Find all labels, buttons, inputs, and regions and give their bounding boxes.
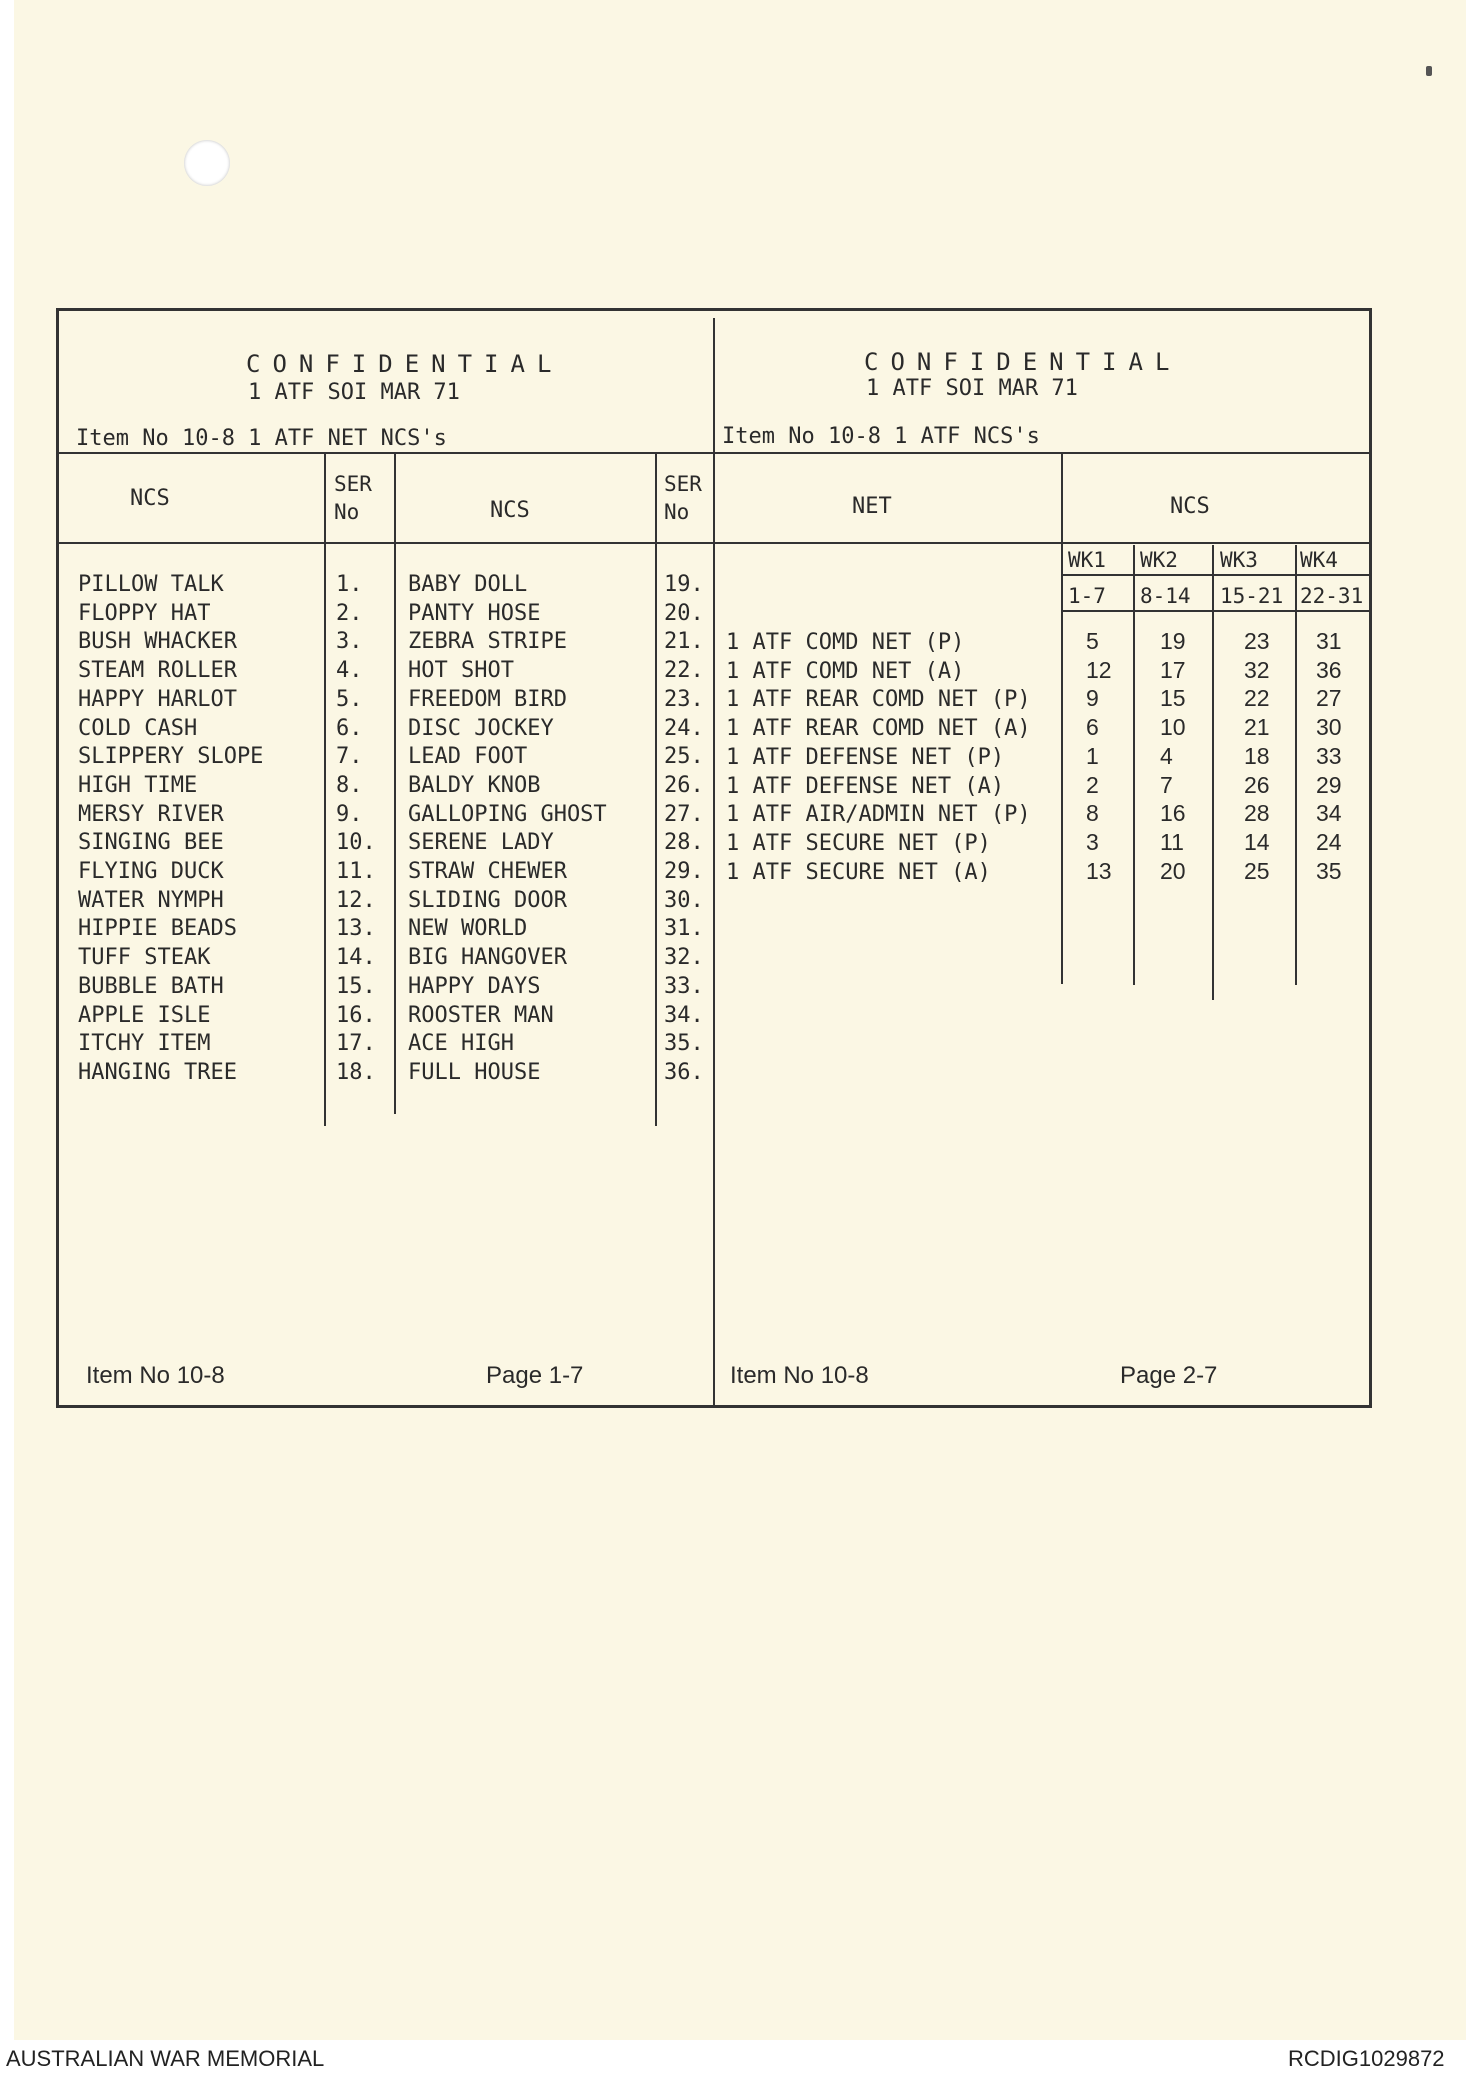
ncs-name: STEAM ROLLER bbox=[78, 658, 237, 683]
ser-number: 29. bbox=[664, 859, 704, 884]
ink-mark bbox=[1426, 66, 1432, 76]
ncs-week-value: 31 bbox=[1316, 628, 1342, 654]
ser-number: 22. bbox=[664, 658, 704, 683]
ncs-week-value: 19 bbox=[1160, 628, 1186, 654]
ncs-week-value: 7 bbox=[1160, 772, 1173, 798]
ser-number: 8. bbox=[336, 773, 363, 798]
ncs-name: HAPPY HARLOT bbox=[78, 687, 237, 712]
week-range: 1-7 bbox=[1068, 584, 1106, 608]
ncs-name: HOT SHOT bbox=[408, 658, 514, 683]
ncs-name: FLOPPY HAT bbox=[78, 601, 211, 626]
ser-number: 10. bbox=[336, 830, 376, 855]
left-col-ncs: NCS bbox=[130, 486, 170, 511]
left-confidential: CONFIDENTIAL bbox=[246, 350, 564, 378]
ser-number: 30. bbox=[664, 888, 704, 913]
ser-number: 13. bbox=[336, 916, 376, 941]
ncs-week-value: 36 bbox=[1316, 657, 1342, 683]
ncs-name: ITCHY ITEM bbox=[78, 1031, 211, 1056]
ncs-name: NEW WORLD bbox=[408, 916, 528, 941]
ser-number: 3. bbox=[336, 629, 363, 654]
ncs-name: HIGH TIME bbox=[78, 773, 198, 798]
ncs-week-value: 29 bbox=[1316, 772, 1342, 798]
ncs-week-value: 15 bbox=[1160, 685, 1186, 711]
ncs-name: SLIPPERY SLOPE bbox=[78, 744, 264, 769]
ser-number: 7. bbox=[336, 744, 363, 769]
ncs-week-value: 5 bbox=[1086, 628, 1099, 654]
right-footer-page: Page 2-7 bbox=[1120, 1362, 1218, 1389]
ncs-name: PILLOW TALK bbox=[78, 572, 224, 597]
column-header-rule bbox=[56, 542, 1372, 544]
ncs-week-value: 18 bbox=[1244, 743, 1270, 769]
net-name: 1 ATF SECURE NET (P) bbox=[726, 831, 991, 856]
ncs-name: ZEBRA STRIPE bbox=[408, 629, 567, 654]
ncs-week-value: 35 bbox=[1316, 858, 1342, 884]
left-soi-title: 1 ATF SOI MAR 71 bbox=[248, 380, 460, 405]
net-name: 1 ATF SECURE NET (A) bbox=[726, 860, 991, 885]
ser-number: 11. bbox=[336, 859, 376, 884]
right-item-line: Item No 10-8 1 ATF NCS's bbox=[722, 424, 1040, 449]
net-name: 1 ATF AIR/ADMIN NET (P) bbox=[726, 802, 1031, 827]
archive-id: RCDIG1029872 bbox=[1288, 2046, 1445, 2071]
ser-number: 28. bbox=[664, 830, 704, 855]
left-col-line-1 bbox=[324, 454, 326, 1126]
ncs-week-value: 26 bbox=[1244, 772, 1270, 798]
ncs-week-value: 9 bbox=[1086, 685, 1099, 711]
punch-hole bbox=[184, 140, 230, 186]
ser-number: 34. bbox=[664, 1003, 704, 1028]
ncs-week-value: 22 bbox=[1244, 685, 1270, 711]
ser-number: 21. bbox=[664, 629, 704, 654]
week-range: 22-31 bbox=[1300, 584, 1364, 608]
ser-number: 2. bbox=[336, 601, 363, 626]
week-label: WK3 bbox=[1220, 548, 1258, 572]
ncs-name: STRAW CHEWER bbox=[408, 859, 567, 884]
ser-number: 15. bbox=[336, 974, 376, 999]
left-col-line-3 bbox=[655, 454, 657, 1126]
left-col-no: No bbox=[334, 500, 360, 524]
week-label: WK1 bbox=[1068, 548, 1106, 572]
left-col-ncs2: NCS bbox=[490, 498, 530, 523]
ncs-name: WATER NYMPH bbox=[78, 888, 224, 913]
left-col-line-2 bbox=[394, 454, 396, 1114]
ser-number: 23. bbox=[664, 687, 704, 712]
net-name: 1 ATF REAR COMD NET (P) bbox=[726, 687, 1031, 712]
header-rule bbox=[56, 452, 1372, 454]
ncs-name: HIPPIE BEADS bbox=[78, 916, 237, 941]
ncs-week-value: 17 bbox=[1160, 657, 1186, 683]
range-rule bbox=[1061, 610, 1372, 612]
ncs-name: ROOSTER MAN bbox=[408, 1003, 554, 1028]
ser-number: 19. bbox=[664, 572, 704, 597]
ncs-week-value: 24 bbox=[1316, 829, 1342, 855]
ser-number: 31. bbox=[664, 916, 704, 941]
ncs-week-value: 30 bbox=[1316, 714, 1342, 740]
ncs-week-value: 27 bbox=[1316, 685, 1342, 711]
ncs-name: TUFF STEAK bbox=[78, 945, 211, 970]
net-name: 1 ATF COMD NET (A) bbox=[726, 659, 965, 684]
ncs-week-value: 11 bbox=[1160, 829, 1184, 855]
ncs-week-value: 8 bbox=[1086, 800, 1099, 826]
ncs-week-value: 23 bbox=[1244, 628, 1270, 654]
ser-number: 35. bbox=[664, 1031, 704, 1056]
ser-number: 25. bbox=[664, 744, 704, 769]
right-soi-title: 1 ATF SOI MAR 71 bbox=[866, 376, 1078, 401]
ser-number: 26. bbox=[664, 773, 704, 798]
left-footer-item: Item No 10-8 bbox=[86, 1362, 225, 1389]
ncs-name: GALLOPING GHOST bbox=[408, 802, 607, 827]
right-col-line-3 bbox=[1212, 545, 1214, 1000]
ser-number: 20. bbox=[664, 601, 704, 626]
ncs-week-value: 2 bbox=[1086, 772, 1099, 798]
panel-divider bbox=[713, 318, 715, 1408]
ncs-name: SERENE LADY bbox=[408, 830, 554, 855]
ncs-week-value: 34 bbox=[1316, 800, 1342, 826]
week-rule bbox=[1061, 574, 1372, 576]
ncs-name: FREEDOM BIRD bbox=[408, 687, 567, 712]
right-footer-item: Item No 10-8 bbox=[730, 1362, 869, 1389]
ncs-week-value: 20 bbox=[1160, 858, 1186, 884]
ser-number: 17. bbox=[336, 1031, 376, 1056]
net-name: 1 ATF DEFENSE NET (A) bbox=[726, 774, 1005, 799]
week-range: 15-21 bbox=[1220, 584, 1284, 608]
ncs-week-value: 32 bbox=[1244, 657, 1270, 683]
ncs-name: COLD CASH bbox=[78, 716, 198, 741]
right-col-line-1 bbox=[1061, 454, 1063, 984]
right-confidential: CONFIDENTIAL bbox=[864, 348, 1182, 376]
ncs-name: FLYING DUCK bbox=[78, 859, 224, 884]
ncs-week-value: 13 bbox=[1086, 858, 1112, 884]
ser-number: 18. bbox=[336, 1060, 376, 1085]
ser-number: 14. bbox=[336, 945, 376, 970]
ncs-name: BUSH WHACKER bbox=[78, 629, 237, 654]
ser-number: 27. bbox=[664, 802, 704, 827]
ncs-week-value: 28 bbox=[1244, 800, 1270, 826]
ncs-week-value: 14 bbox=[1244, 829, 1270, 855]
ser-number: 33. bbox=[664, 974, 704, 999]
ncs-week-value: 10 bbox=[1160, 714, 1186, 740]
ser-number: 6. bbox=[336, 716, 363, 741]
ncs-week-value: 25 bbox=[1244, 858, 1270, 884]
ncs-week-value: 33 bbox=[1316, 743, 1342, 769]
ncs-week-value: 4 bbox=[1160, 743, 1173, 769]
ncs-week-value: 12 bbox=[1086, 657, 1112, 683]
ser-number: 9. bbox=[336, 802, 363, 827]
ncs-name: SLIDING DOOR bbox=[408, 888, 567, 913]
ncs-name: DISC JOCKEY bbox=[408, 716, 554, 741]
ncs-name: FULL HOUSE bbox=[408, 1060, 541, 1085]
ser-number: 12. bbox=[336, 888, 376, 913]
ser-number: 4. bbox=[336, 658, 363, 683]
ser-number: 36. bbox=[664, 1060, 704, 1085]
ncs-name: BIG HANGOVER bbox=[408, 945, 567, 970]
ncs-name: HAPPY DAYS bbox=[408, 974, 541, 999]
ncs-name: BABY DOLL bbox=[408, 572, 528, 597]
net-name: 1 ATF DEFENSE NET (P) bbox=[726, 745, 1005, 770]
left-col-ser2: SER bbox=[664, 472, 702, 496]
ser-number: 5. bbox=[336, 687, 363, 712]
net-name: 1 ATF REAR COMD NET (A) bbox=[726, 716, 1031, 741]
ser-number: 32. bbox=[664, 945, 704, 970]
left-footer-page: Page 1-7 bbox=[486, 1362, 584, 1389]
ncs-name: MERSY RIVER bbox=[78, 802, 224, 827]
ncs-name: APPLE ISLE bbox=[78, 1003, 211, 1028]
ncs-week-value: 3 bbox=[1086, 829, 1099, 855]
week-label: WK4 bbox=[1300, 548, 1338, 572]
left-item-line: Item No 10-8 1 ATF NET NCS's bbox=[76, 426, 447, 451]
ncs-name: SINGING BEE bbox=[78, 830, 224, 855]
ser-number: 24. bbox=[664, 716, 704, 741]
ncs-name: BALDY KNOB bbox=[408, 773, 541, 798]
ncs-name: BUBBLE BATH bbox=[78, 974, 224, 999]
right-col-net: NET bbox=[852, 494, 892, 519]
ncs-week-value: 6 bbox=[1086, 714, 1099, 740]
ncs-name: HANGING TREE bbox=[78, 1060, 237, 1085]
left-col-no2: No bbox=[664, 500, 690, 524]
left-col-ser: SER bbox=[334, 472, 372, 496]
ser-number: 16. bbox=[336, 1003, 376, 1028]
archive-credit: AUSTRALIAN WAR MEMORIAL bbox=[6, 2046, 325, 2071]
ncs-name: LEAD FOOT bbox=[408, 744, 528, 769]
ncs-week-value: 16 bbox=[1160, 800, 1186, 826]
net-name: 1 ATF COMD NET (P) bbox=[726, 630, 965, 655]
ncs-name: PANTY HOSE bbox=[408, 601, 541, 626]
ncs-week-value: 1 bbox=[1086, 743, 1099, 769]
week-range: 8-14 bbox=[1140, 584, 1191, 608]
week-label: WK2 bbox=[1140, 548, 1178, 572]
ncs-name: ACE HIGH bbox=[408, 1031, 514, 1056]
ser-number: 1. bbox=[336, 572, 363, 597]
ncs-week-value: 21 bbox=[1244, 714, 1270, 740]
right-col-ncs: NCS bbox=[1170, 494, 1210, 519]
